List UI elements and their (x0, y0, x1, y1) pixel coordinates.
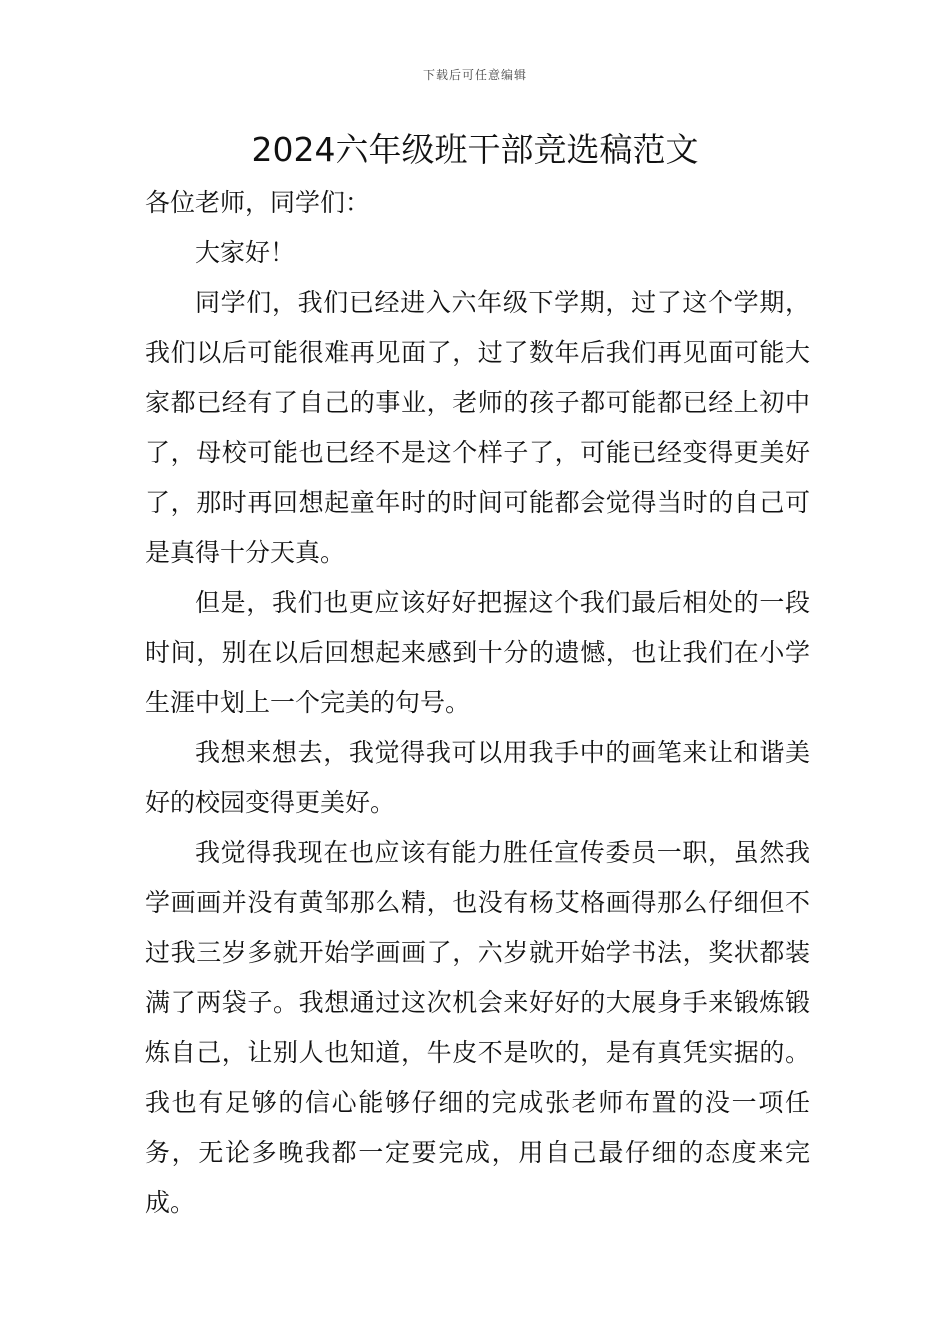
document-body (145, 178, 810, 1228)
document-title: 2024六年级班干部竞选稿范文 (251, 130, 699, 169)
paragraph-4: 我觉得我现在也应该有能力胜任宣传委员一职，虽然我学画画并没有黄邹那么精，也没有杨艾格画得那么仔细但不过我三岁多就开始学画画了，六岁就开始学书法，奖状都装满了两袋子。我想通过这次机会来好好的大展身手来锻炼锻炼自己，让别人也知道，牛皮不是吹的，是有真凭实据的。我也有足够的信心能够仔细的完成张老师布置的没一项任务，无论多晚我都一定要完成，用自己最仔细的态度来完成。 (145, 838, 810, 1217)
salutation: 各位老师，同学们： (145, 188, 371, 217)
header-note: 下载后可任意编辑 (422, 68, 527, 82)
paragraph-1: 同学们，我们已经进入六年级下学期，过了这个学期，我们以后可能很难再见面了，过了数年后我们再见面可能大家都已经有了自己的事业，老师的孩子都可能都已经上初中了，母校可能也已经不是这个样子了，可能已经变得更美好了，那时再回想起童年时的时间可能都会觉得当时的自己可是真得十分天真。 (145, 288, 810, 567)
paragraph-3: 我想来想去，我觉得我可以用我手中的画笔来让和谐美好的校园变得更美好。 (145, 738, 810, 817)
paragraph-2: 但是，我们也更应该好好把握这个我们最后相处的一段时间，别在以后回想起来感到十分的遗憾，也让我们在小学生涯中划上一个完美的句号。 (145, 588, 810, 717)
paragraph-greeting: 大家好！ (195, 238, 296, 267)
